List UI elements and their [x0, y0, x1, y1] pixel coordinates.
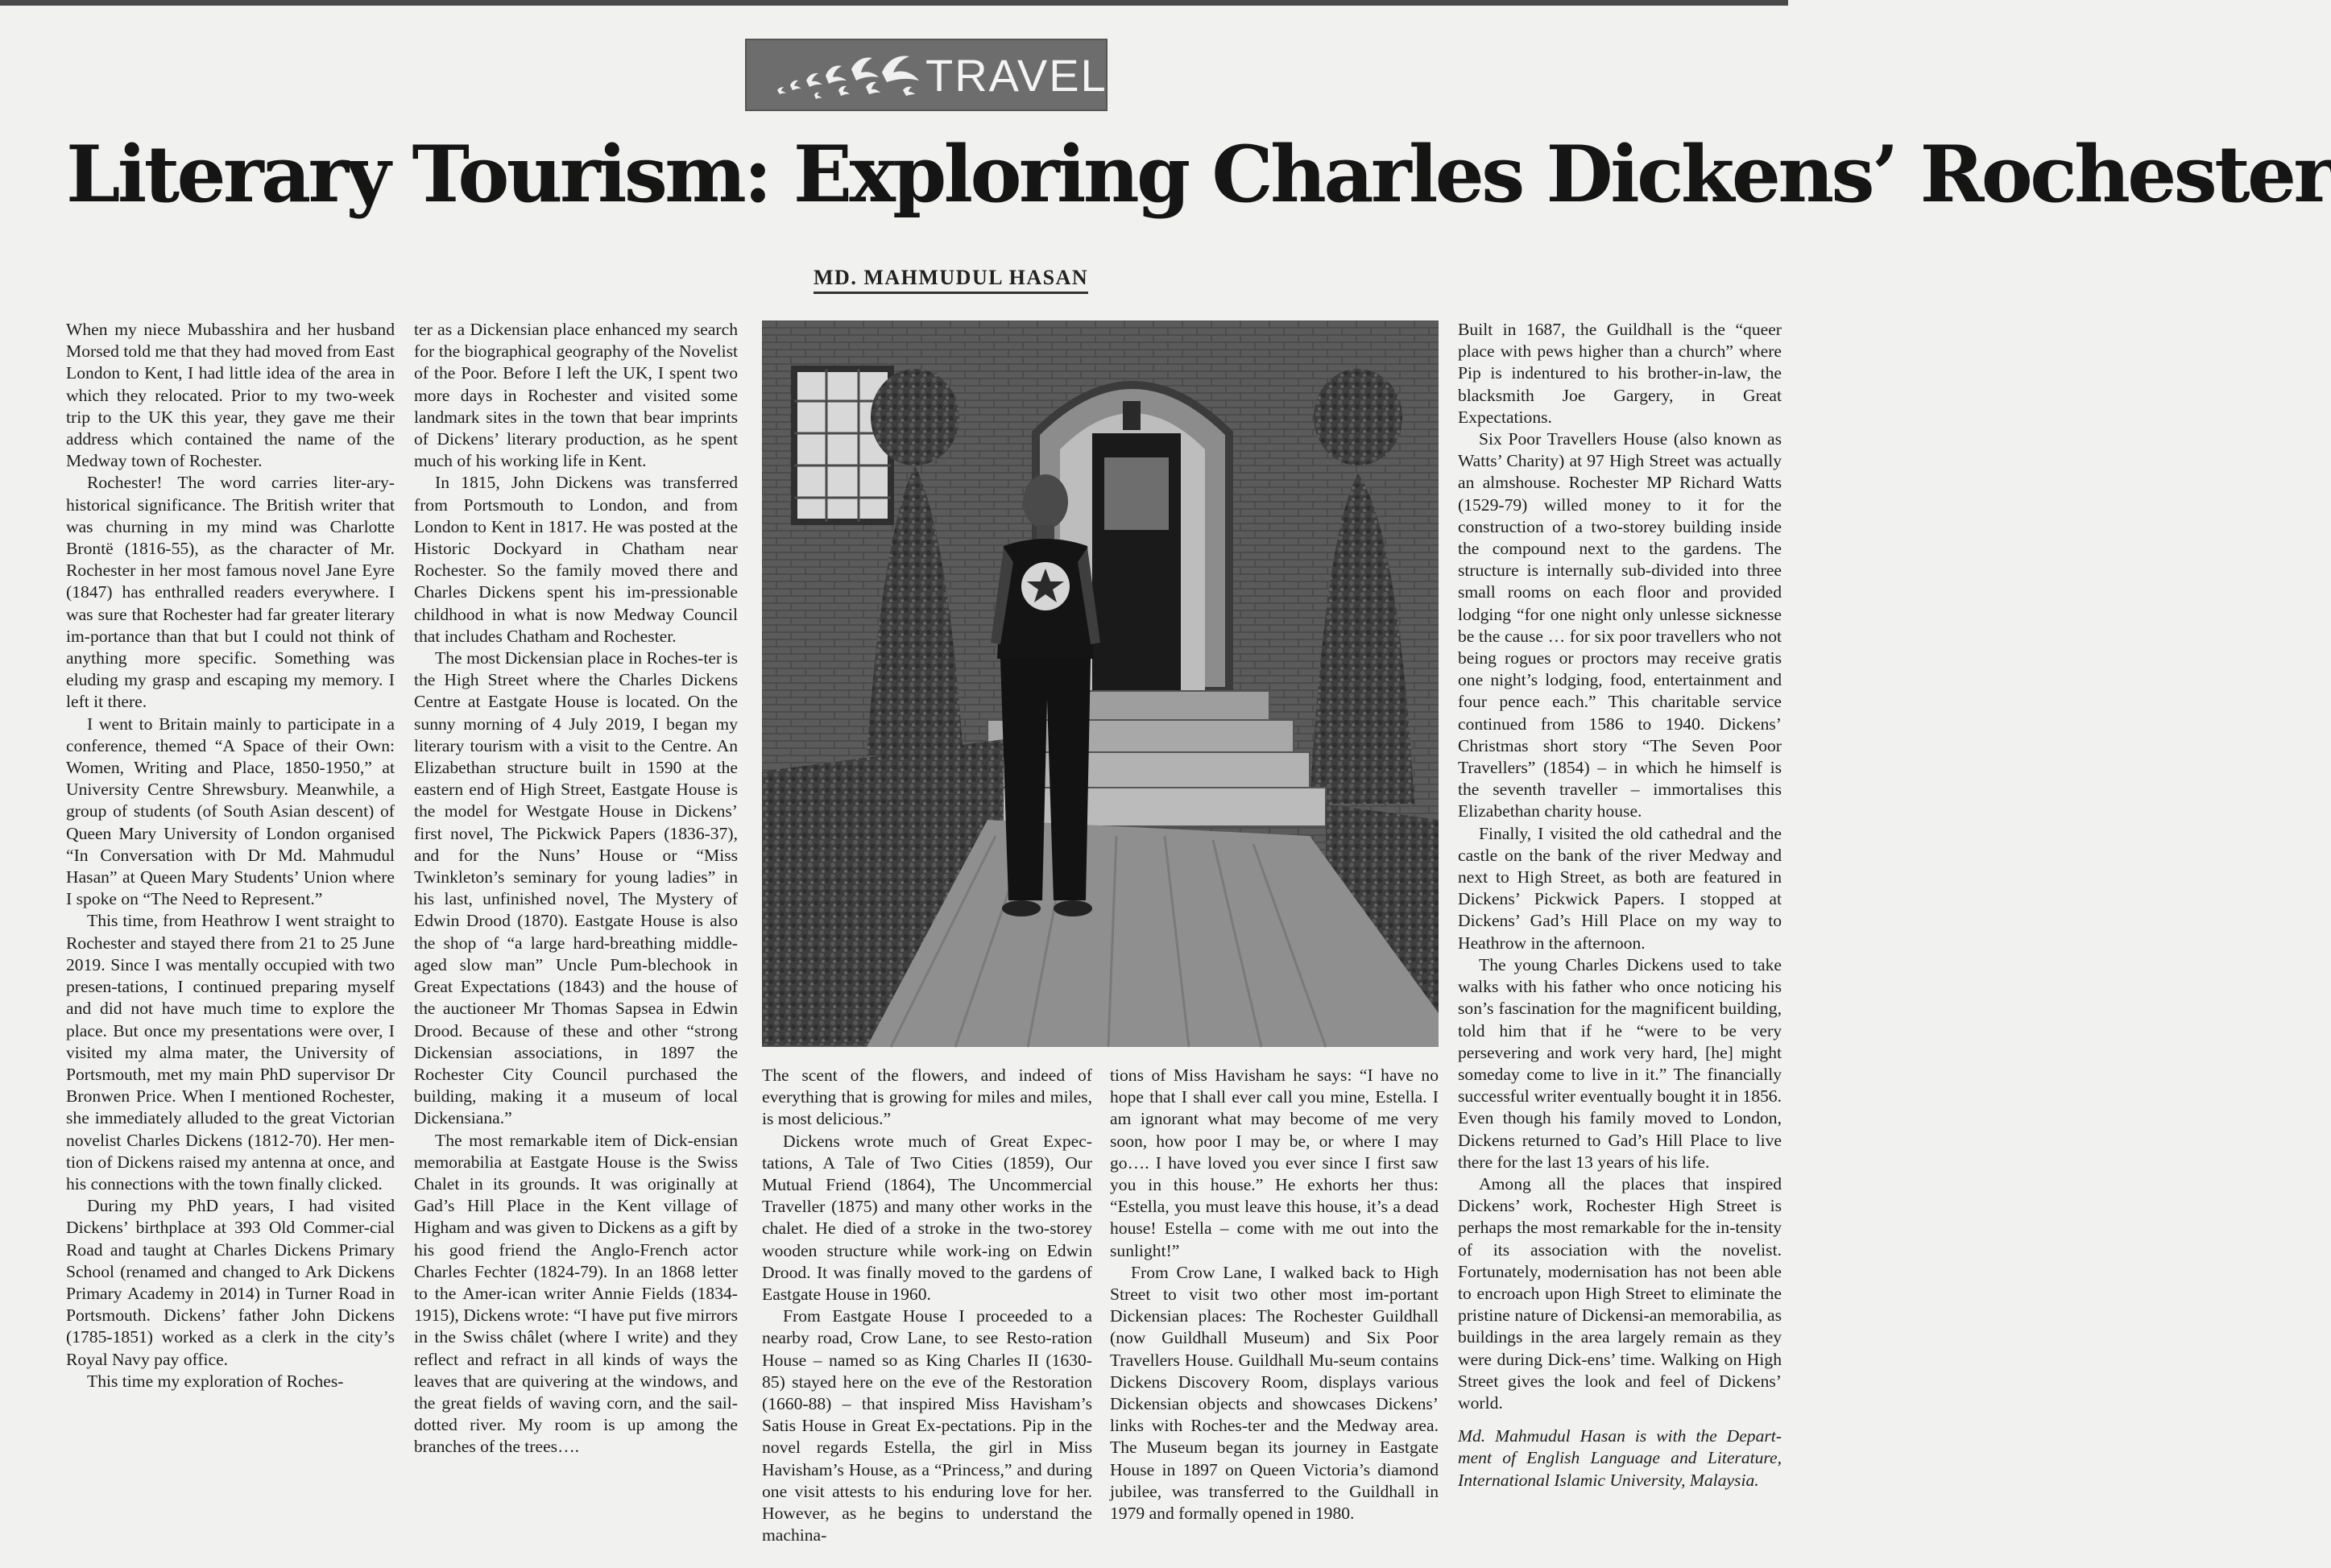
paragraph: In 1815, John Dickens was transferred from Portsmouth to London, and from London to Kent in 1817. He was posted at the Historic Dockyard in Chatham near Rochester. So the family moved there and Charles Dickens spent his im-pressionable childhood in what is now Medway Council that includes Chatham and Rochester.	[414, 473, 738, 646]
paragraph: The scent of the flowers, and indeed of everything that is growing for miles and miles, is most delicious.”	[762, 1065, 1092, 1129]
paragraph: Among all the places that inspired Dickens’ work, Rochester High Street is perhaps the most remarkable for the in-tensity of its association with the novelist. Fortunately, modernisation has not been able to encroach upon High Street to eliminate the pristine nature of Dickensi-an memorabilia, as buildings in the area largely remain as they were during Dick-ens’ time. Walking on High Street gives the look and feel of Dickens’ world.	[1458, 1173, 1782, 1413]
article-photo	[762, 321, 1439, 1047]
section-label: TRAVEL	[925, 50, 1108, 101]
article-column-3	[762, 1065, 1092, 1548]
paragraph: I went to Britain mainly to participate in a conference, themed “A Space of their Own: Women, Writing and Place, 1850-1950,” at University Centre Shrewsbury. Meanwhile, a group of students (of South Asian descent) of Queen Mary University of London organised “In Conversation with Dr Md. Mahmudul Hasan” at Queen Mary Students’ Union where I spoke on “The Need to Represent.”	[66, 714, 395, 909]
paragraph: Built in 1687, the Guildhall is the “queer place with pews higher than a church” where Pip is indentured to his brother-in-law, the blacksmith Joe Gargery, in Great Expectations.	[1458, 320, 1782, 427]
paragraph: This time my exploration of Roches-	[87, 1371, 344, 1391]
photo-scene	[762, 321, 1439, 1047]
article-column-5	[1458, 319, 1782, 1543]
author-note: Md. Mahmudul Hasan is with the Depart-ment of English Language and Literature, International Islamic University, Malaysia.	[1458, 1426, 1782, 1490]
paragraph: Rochester! The word carries liter-ary-historical significance. The British writer that was churning in my mind was Charlotte Brontë (1816-55), as the character of Mr. Rochester in her most famous novel Jane Eyre (1847) has enthralled readers everywhere. I was sure that Rochester had far greater literary im-portance than that but I could not think of anything more specific. Something was eluding my grasp and escaping my memory. I left it there.	[66, 473, 395, 712]
paragraph: This time, from Heathrow I went straight to Rochester and stayed there from 21 to 25 June 2019. Since I was mentally occupied with two presen-tations, I continued preparing myself and did not have much time to explore the place. But once my presentations were over, I visited my alma mater, the University of Portsmouth, met my main PhD supervisor Dr Bronwen Price. When I mentioned Rochester, she immediately alluded to the great Victorian novelist Charles Dickens (1812-70). Her men-tion of Dickens raised my antenna at once, and his connections with the town finally clicked.	[66, 911, 395, 1194]
article-column-1	[66, 319, 395, 1543]
section-tag	[745, 39, 1108, 111]
paragraph: During my PhD years, I had visited Dickens’ birthplace at 393 Old Commer-cial Road and taught at Charles Dickens Primary School (renamed and changed to Ark Dickens Primary Academy in 2014) in Turner Road in Portsmouth. Dickens’ father John Dickens (1785-1851) worked as a clerk in the city’s Royal Navy pay office.	[66, 1196, 395, 1369]
paragraph: From Eastgate House I proceeded to a nearby road, Crow Lane, to see Resto-ration House – named so as King Charles II (1630-85) stayed here on the eve of the Restoration (1660-88) – that inspired Miss Havisham’s Satis House in Great Ex-pectations. Pip in the novel regards Estella, the girl in Miss Havisham’s House, as a “Princess,” and during one visit attests to his enduring love for her. However, as he begins to understand the machina-	[762, 1306, 1092, 1545]
paragraph: When my niece Mubasshira and her husband Morsed told me that they had moved from East London to Kent, I had little idea of the area in which they relocated. Prior to my two-week trip to the UK this year, they gave me their address which contained the name of the Medway town of Rochester.	[66, 320, 395, 471]
article-column-4	[1110, 1065, 1439, 1548]
paragraph: The most remarkable item of Dick-ensian memorabilia at Eastgate House is the Swiss Chalet in its grounds. It was originally at Gad’s Hill Place in the Kent village of Higham and was given to Dickens as a gift by his good friend the Anglo-French actor Charles Fechter (1824-79). In an 1868 letter to the Amer-ican writer Annie Fields (1834-1915), Dickens wrote: “I have put five mirrors in the Swiss châlet (where I write) and they reflect and refract in all kinds of ways the leaves that are quivering at the windows, and the great fields of waving corn, and the sail-dotted river. My room is up among the branches of the trees….	[414, 1130, 738, 1457]
byline: MD. MAHMUDUL HASAN	[814, 266, 1088, 294]
headline: Literary Tourism: Exploring Charles Dickens’ Rochester	[66, 129, 2331, 220]
paragraph: Finally, I visited the old cathedral and the castle on the bank of the river Medway and next to High Street, as both are featured in Dickens’ Pickwick Papers. I stopped at Dickens’ Gad’s Hill Place on my way to Heathrow in the afternoon.	[1458, 823, 1782, 953]
paragraph: ter as a Dickensian place enhanced my search for the biographical geography of the Novelist of the Poor. Before I left the UK, I spent two more days in Rochester and visited some landmark sites in the town that bear imprints of Dickens’ literary production, as he spent much of his working life in Kent.	[414, 320, 738, 471]
paragraph: From Crow Lane, I walked back to High Street to visit two other most im-portant Dickensian places: The Rochester Guildhall (now Guildhall Museum) and Six Poor Travellers House. Guildhall Mu-seum contains Dickens Discovery Room, displays various Dickensian objects and showcases Dickens’ links with Roches-ter and the Medway area. The Museum began its journey in Eastgate House in 1897 on Queen Victoria’s diamond jubilee, was transferred to the Guildhall in 1979 and formally opened in 1980.	[1110, 1262, 1439, 1524]
paragraph: Dickens wrote much of Great Expec-tations, A Tale of Two Cities (1859), Our Mutual Friend (1864), The Uncommercial Traveller (1875) and many other works in the chalet. He died of a stroke in the two-storey wooden structure while work-ing on Edwin Drood. It was finally moved to the gardens of Eastgate House in 1960.	[762, 1131, 1092, 1305]
paragraph: The young Charles Dickens used to take walks with his father who once noticing his son’s fascination for the magnificent building, told him that if he “were to be very persevering and work very hard, [he] might someday come to live in it.” The financially successful writer eventually bought it in 1856. Even though his family moved to London, Dickens returned to Gad’s Hill Place to live there for the last 13 years of his life.	[1458, 954, 1782, 1172]
paragraph: tions of Miss Havisham he says: “I have no hope that I shall ever call you mine, Estella. I am ignorant what may become of me very soon, how poor I may be, or where I may go…. I have loved you ever since I first saw you in this house.” He exhorts her thus: “Estella, you must leave this house, it’s a dead house! Estella – come with me out into the sunlight!”	[1110, 1065, 1439, 1260]
flying-birds-icon	[761, 48, 922, 105]
article-column-2	[414, 319, 738, 1543]
paragraph: Six Poor Travellers House (also known as Watts’ Charity) at 97 High Street was actually an almshouse. Rochester MP Richard Watts (1529-79) willed money to it for the construction of a two-storey building inside the compound next to the gardens. The structure is internally sub-divided into three small rooms on each floor and provided lodging “for one night only unlesse sicknesse be the cause … for six poor travellers who not being rogues or proctors may receive gratis one night’s lodging, food, entertainment and four pence each.” This charitable service continued from 1586 to 1940. Dickens’ Christmas short story “The Seven Poor Travellers” (1854) – in which he himself is the seventh traveller – immortalises this Elizabethan charity house.	[1458, 429, 1782, 821]
top-rule	[0, 0, 1788, 6]
paragraph: The most Dickensian place in Roches-ter is the High Street where the Charles Dickens Centre at Eastgate House is located. On the sunny morning of 4 July 2019, I began my literary tourism with a visit to the Centre. An Elizabethan structure built in 1590 at the eastern end of High Street, Eastgate House is the model for Westgate House in Dickens’ first novel, The Pickwick Papers (1836-37), and for the Nuns’ House or “Miss Twinkleton’s seminary for young ladies” in his last, unfinished novel, The Mystery of Edwin Drood (1870). Eastgate House is also the shop of “a large hard-breathing middle-aged slow man” Uncle Pum-blechook in Great Expectations (1843) and the house of the auctioneer Mr Thomas Sapsea in Edwin Drood. Because of these and other “strong Dickensian associations, in 1897 the Rochester City Council purchased the building, making it a museum of local Dickensiana.”	[414, 648, 738, 1128]
